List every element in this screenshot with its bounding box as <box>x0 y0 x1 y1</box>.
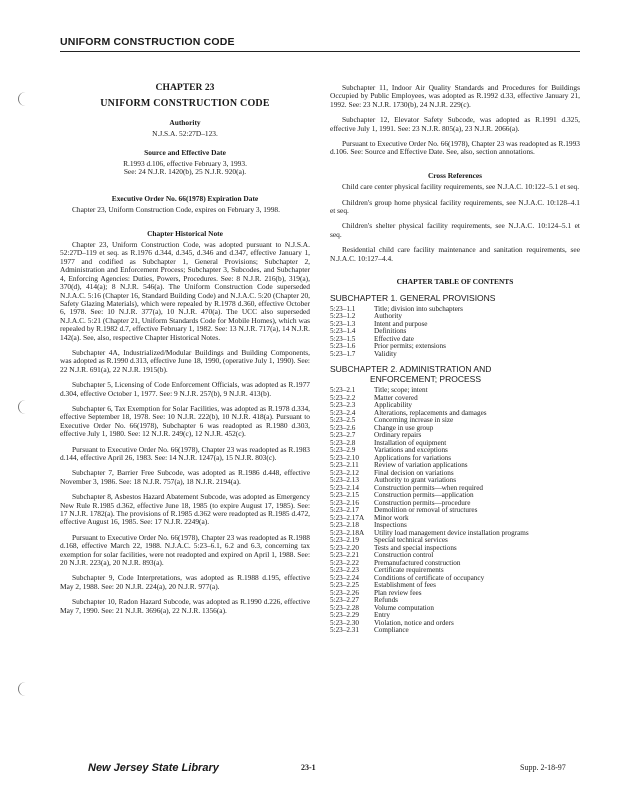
history-paragraph: Chapter 23, Uniform Construction Code, was adopted pursuant to N.J.S.A. 52:27D–119 et seq. as R.1976 d.344, d.345, d.346 and d.347, effective January 1, 1977 and codified as Subchapter 1, General Provisions; Subchapter 2, Administration and Enforcement Process; Subchapter 3, Subcodes, and Subchapter 4, Enforcing Agencies: Duties, Powers, Procedures. See: 8 N.J.R. 216(b), 319(a), 370(d), 414(a); 8 N.J.R. 546(a). The Uniform Construction Code superseded N.J.A.C. 5:16 (Chapter 16, Standard Building Code) and N.J.A.C. 5:20 (Chapter 20, Safety Glazing Materials), which were repealed by R.1978 d.360, effective October 6, 1978. See: 10 N.J.R. 377(a), 10 N.J.R. 470(a). The UCC also superseded N.J.A.C. 5:21 (Chapter 21, Uniform Standards Code for Mobile Homes), which was repealed by R.1982 d.7, effective February 1, 1982. See: 13 N.J.R. 717(a), 14 N.J.R. 142(a). See, also, respective Chapter Historical Notes. <box>60 240 310 342</box>
subchapter-2-title-line-1: SUBCHAPTER 2. ADMINISTRATION AND <box>330 364 492 374</box>
toc-entry <box>330 515 580 523</box>
toc-section-number: 5:23–2.22 <box>330 558 359 567</box>
toc-section-title: Establishment of fees <box>374 581 436 589</box>
toc-section-number: 5:23–2.9 <box>330 446 356 454</box>
toc-section-title: Compliance <box>374 626 409 634</box>
toc-entry <box>330 417 580 425</box>
toc-section-title: Validity <box>374 349 397 358</box>
history-paragraph: Subchapter 10, Radon Hazard Subcode, was adopted as R.1990 d.226, effective May 7, 1990. See: 21 N.J.R. 3696(a), 22 N.J.R. 1356(a). <box>60 597 310 615</box>
toc-entry <box>330 462 580 470</box>
toc-section-number: 5:23–1.3 <box>330 319 356 328</box>
toc-section-number: 5:23–2.26 <box>330 588 359 597</box>
toc-entry <box>330 620 580 628</box>
right-column <box>330 84 580 641</box>
toc-section-title: Authority to grant variations <box>374 476 457 484</box>
cross-reference: Child care center physical facility requirements, see N.J.A.C. 10:122–5.1 et seq. <box>342 182 580 192</box>
toc-section-title: Entry <box>374 611 390 619</box>
page-footer <box>0 762 618 782</box>
toc-section-number: 5:23–2.30 <box>330 618 359 627</box>
toc-section-title: Concerning increase in size <box>374 416 454 424</box>
toc-entry <box>330 395 580 403</box>
toc-section-title: Volume computation <box>374 603 434 612</box>
toc-section-number: 5:23–2.27 <box>330 596 359 604</box>
toc-section-number: 5:23–2.20 <box>330 543 359 552</box>
toc-section-number: 5:23–2.17 <box>330 506 359 514</box>
toc-section-number: 5:23–2.3 <box>330 401 356 409</box>
running-header: UNIFORM CONSTRUCTION CODE <box>60 36 580 52</box>
toc-entry <box>330 612 580 620</box>
toc-section-number: 5:23–2.1 <box>330 386 356 394</box>
authority-heading: Authority <box>169 117 201 127</box>
toc-section-number: 5:23–2.2 <box>330 393 356 402</box>
toc-section-title: Prior permits; extensions <box>374 342 446 350</box>
toc-section-number: 5:23–2.19 <box>330 536 359 544</box>
toc-section-number: 5:23–2.17A <box>330 513 365 522</box>
page-number: 23-1 <box>301 763 316 772</box>
toc-entry <box>330 590 580 598</box>
toc-section-number: 5:23–2.7 <box>330 431 356 439</box>
toc-section-title: Definitions <box>374 327 407 335</box>
toc-section-title: Matter covered <box>374 393 418 402</box>
toc-section-title: Title; division into subchapters <box>374 304 463 313</box>
executive-order-text: Chapter 23, Uniform Construction Code, expires on February 3, 1998. <box>72 205 280 215</box>
toc-entry <box>330 545 580 553</box>
toc-section-number: 5:23–2.11 <box>330 461 359 469</box>
toc-entry <box>330 313 580 321</box>
left-column <box>60 84 310 622</box>
toc-entry <box>330 560 580 568</box>
toc-section-number: 5:23–1.5 <box>330 334 356 343</box>
toc-entry <box>330 627 580 635</box>
executive-order-heading: Executive Order No. 66(1978) Expiration Date <box>111 193 259 203</box>
library-stamp: New Jersey State Library <box>88 762 219 774</box>
toc-section-title: Violation, notice and orders <box>374 618 454 627</box>
toc-section-number: 5:23–2.14 <box>330 483 359 492</box>
history-paragraph: Subchapter 9, Code Interpretations, was adopted as R.1988 d.195, effective May 2, 1988. See: 20 N.J.R. 224(a), 20 N.J.R. 977(a). <box>60 573 310 591</box>
toc-section-title: Final decision on variations <box>374 468 454 477</box>
authority-text: N.J.S.A. 52:27D–123. <box>152 129 218 139</box>
source-heading: Source and Effective Date <box>144 147 226 157</box>
toc-entry <box>330 328 580 336</box>
history-paragraph: Subchapter 11, Indoor Air Quality Standards and Procedures for Buildings Occupied by Public Employees, was adopted as R.1992 d.33, effective January 21, 1992. See: 23 N.J.R. 1730(b), 24 N.J.R. 229(c). <box>330 83 580 109</box>
toc-section-title: Construction permits—procedure <box>374 498 471 507</box>
toc-entry <box>330 530 580 538</box>
toc-section-title: Plan review fees <box>374 588 422 597</box>
chapter-number: CHAPTER 23 <box>155 82 215 93</box>
cross-reference: Children's group home physical facility requirements, see N.J.A.C. 10:128–4.1 et seq. <box>330 197 580 216</box>
toc-section-title: Conditions of certificate of occupancy <box>374 573 485 582</box>
toc-section-title: Inspections <box>374 521 407 529</box>
toc-section-title: Tests and special inspections <box>374 543 457 552</box>
cross-reference: Children's shelter physical facility requirements, see N.J.A.C. 10:124–5.1 et seq. <box>330 221 580 239</box>
margin-mark <box>18 682 33 696</box>
toc-entry <box>330 440 580 448</box>
history-paragraph: Subchapter 12, Elevator Safety Subcode, was adopted as R.1991 d.325, effective July 1, 1991. See: 23 N.J.R. 805(a), 23 N.J.R. 2066(a). <box>330 115 580 133</box>
toc-section-number: 5:23–2.23 <box>330 566 359 574</box>
toc-entry <box>330 507 580 515</box>
subchapter-2-title <box>330 364 580 384</box>
toc-section-title: Variations and exceptions <box>374 446 448 454</box>
toc-section-number: 5:23–2.28 <box>330 603 359 612</box>
toc-section-number: 5:23–2.15 <box>330 491 359 499</box>
toc-section-title: Title; scope; intent <box>374 386 428 394</box>
history-paragraph: Pursuant to Executive Order No. 66(1978), Chapter 23 was readopted as R.1983 d.144, effective April 26, 1983. See: 14 N.J.R. 1247(a), 15 N.J.R. 803(c). <box>60 444 310 462</box>
toc-entry <box>330 336 580 344</box>
toc-section-title: Applicability <box>374 401 412 409</box>
history-paragraph: Subchapter 7, Barrier Free Subcode, was adopted as R.1986 d.448, effective November 3, 1986. See: 18 N.J.R. 757(a), 18 N.J.R. 2194(a). <box>60 468 310 486</box>
toc-section-title: Certificate requirements <box>374 566 444 574</box>
toc-entry <box>330 321 580 329</box>
toc-section-number: 5:23–2.10 <box>330 453 359 462</box>
toc-entry <box>330 387 580 395</box>
cross-reference: Residential child care facility maintenance and sanitation requirements, see N.J.A.C. 10:127–4.4. <box>330 245 580 263</box>
toc-section-number: 5:23–2.8 <box>330 438 356 447</box>
toc-section-title: Premanufactured construction <box>374 558 461 567</box>
toc-section-title: Authority <box>374 312 402 320</box>
toc-section-title: Construction permits—application <box>374 491 474 499</box>
toc-section-title: Installation of equipment <box>374 438 447 447</box>
toc-section-title: Change in use group <box>374 423 434 432</box>
history-paragraph: Pursuant to Executive Order No. 66(1978), Chapter 23 was readopted as R.1993 d.106. See: Source and Effective Date. See, also, section annotations. <box>330 139 580 157</box>
toc-section-number: 5:23–1.4 <box>330 327 356 335</box>
margin-mark <box>18 400 33 414</box>
toc-section-number: 5:23–2.21 <box>330 551 359 559</box>
historical-note-heading: Chapter Historical Note <box>147 228 223 238</box>
toc-section-number: 5:23–2.12 <box>330 468 359 477</box>
source-text-1: R.1993 d.106, effective February 3, 1993. <box>123 159 247 169</box>
toc-heading: CHAPTER TABLE OF CONTENTS <box>396 277 514 287</box>
toc-section-title: Special technical services <box>374 536 448 544</box>
toc-section-number: 5:23–2.16 <box>330 498 359 507</box>
toc-section-title: Demolition or removal of structures <box>374 506 478 514</box>
subchapter-1-title: SUBCHAPTER 1. GENERAL PROVISIONS <box>330 292 496 303</box>
toc-section-number: 5:23–2.4 <box>330 408 356 417</box>
margin-mark <box>18 92 33 106</box>
toc-entry <box>330 605 580 613</box>
toc-section-number: 5:23–2.13 <box>330 476 359 484</box>
toc-section-number: 5:23–2.24 <box>330 573 359 582</box>
subchapter-2-title-line-2: ENFORCEMENT; PROCESS <box>370 374 481 384</box>
subchapter-1-toc <box>330 306 580 359</box>
toc-section-number: 5:23–1.1 <box>330 304 356 313</box>
toc-section-title: Effective date <box>374 334 414 343</box>
toc-section-number: 5:23–1.6 <box>330 342 356 350</box>
chapter-title: UNIFORM CONSTRUCTION CODE <box>100 98 270 110</box>
history-paragraph: Subchapter 8, Asbestos Hazard Abatement Subcode, was adopted as Emergency New Rule R.1985 d.362, effective June 18, 1985 (to expire August 17, 1985). See: 17 N.J.R. 1782(a). The provisions of R.1985 d.362 were readopted as R.1985 d.472, effective August 16, 1985. See: 17 N.J.R. 2249(a). <box>60 492 310 527</box>
subchapter-2-toc <box>330 387 580 635</box>
supplement-date: Supp. 2-18-97 <box>520 763 566 772</box>
toc-section-title: Ordinary repairs <box>374 431 422 439</box>
toc-section-number: 5:23–2.29 <box>330 611 359 619</box>
toc-entry <box>330 425 580 433</box>
toc-section-title: Alterations, replacements and damages <box>374 408 487 417</box>
toc-section-number: 5:23–2.18 <box>330 521 359 529</box>
toc-section-title: Construction control <box>374 551 434 559</box>
toc-section-number: 5:23–2.31 <box>330 626 359 634</box>
toc-entry <box>330 432 580 440</box>
toc-entry <box>330 447 580 455</box>
history-paragraph: Subchapter 4A, Industrialized/Modular Buildings and Building Components, was adopted as R.1990 d.313, effective June 18, 1990, (operative July 1, 1990). See: 22 N.J.R. 691(a), 22 N.J.R. 1915(b). <box>60 347 310 374</box>
toc-section-title: Applications for variations <box>374 453 452 462</box>
toc-section-title: Intent and purpose <box>374 319 428 328</box>
toc-section-title: Utility load management device installation programs <box>374 528 529 537</box>
toc-section-number: 5:23–2.18A <box>330 528 365 537</box>
toc-section-title: Minor work <box>374 513 409 522</box>
toc-section-number: 5:23–1.7 <box>330 349 356 358</box>
toc-section-number: 5:23–2.5 <box>330 416 356 424</box>
toc-section-title: Review of variation applications <box>374 461 468 469</box>
toc-section-number: 5:23–2.6 <box>330 423 356 432</box>
toc-entry <box>330 343 580 351</box>
history-paragraph: Subchapter 6, Tax Exemption for Solar Facilities, was adopted as R.1978 d.334, effective September 18, 1978. See: 10 N.J.R. 222(b), 10 N.J.R. 418(a). Pursuant to Executive Order No. 66(1978), Subchapter 6 was readopted as R.1980 d.303, effective July 1, 1980. See: 12 N.J.R. 249(c), 12 N.J.R. 452(c). <box>60 403 310 439</box>
toc-entry <box>330 575 580 583</box>
toc-entry <box>330 582 580 590</box>
toc-entry <box>330 597 580 605</box>
toc-entry <box>330 410 580 418</box>
toc-section-number: 5:23–2.25 <box>330 581 359 589</box>
toc-entry <box>330 306 580 314</box>
toc-section-title: Construction permits—when required <box>374 483 483 492</box>
toc-entry <box>330 351 580 359</box>
cross-references-heading: Cross References <box>427 170 483 180</box>
source-text-2: See: 24 N.J.R. 1420(b), 25 N.J.R. 920(a). <box>123 167 247 177</box>
toc-section-number: 5:23–1.2 <box>330 312 356 320</box>
history-paragraph: Pursuant to Executive Order No. 66(1978), Chapter 23 was readopted as R.1988 d.168, effective March 22, 1988. N.J.A.C. 5:23–6.1, 6.2 and 6.3, concerning tax exemption for solar facilities, were not readopted and expired on April 1, 1988. See: 20 N.J.R. 223(a), 20 N.J.R. 893(a). <box>60 532 310 568</box>
toc-section-title: Refunds <box>374 596 398 604</box>
history-paragraph: Subchapter 5, Licensing of Code Enforcement Officials, was adopted as R.1977 d.304, effective October 1, 1977. See: 9 N.J.R. 257(b), 9 N.J.R. 413(b). <box>60 380 310 398</box>
